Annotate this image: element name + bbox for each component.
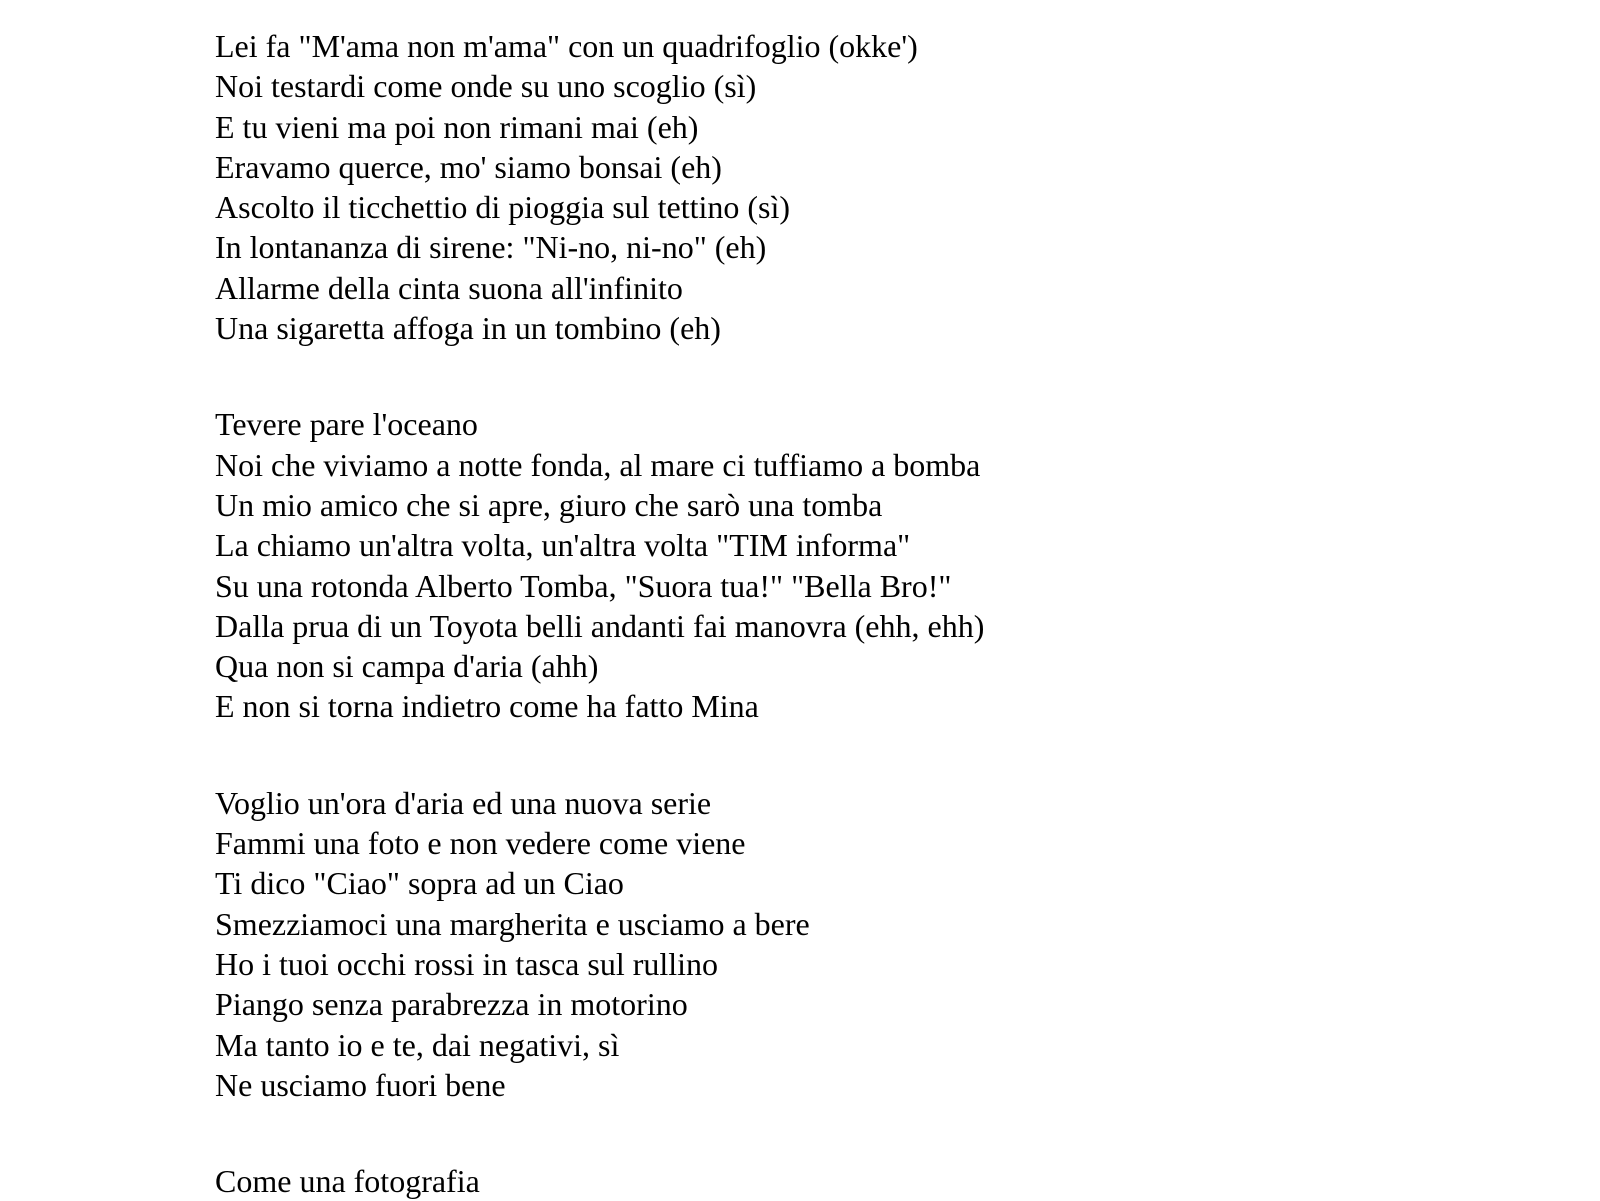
stanza-2 — [215, 404, 984, 726]
lyric-line: Come una fotografia — [215, 1163, 480, 1200]
lyric-line: Ne usciamo fuori bene — [215, 1066, 506, 1103]
stanza-3 — [215, 783, 984, 1105]
lyric-line: Qua non si campa d'aria (ahh) — [215, 648, 599, 685]
stanza-4 — [215, 1161, 984, 1201]
lyric-line: Ascolto il ticchettio di pioggia sul tettino (sì) — [215, 189, 791, 226]
lyric-line: Dalla prua di un Toyota belli andanti fai manovra (ehh, ehh) — [215, 607, 985, 644]
lyric-line: Un mio amico che si apre, giuro che sarò una tomba — [215, 486, 883, 523]
lyric-line: E tu vieni ma poi non rimani mai (eh) — [215, 108, 699, 145]
lyric-line: Voglio un'ora d'aria ed una nuova serie — [215, 784, 712, 821]
lyric-line: Noi testardi come onde su uno scoglio (sì) — [215, 68, 757, 105]
lyric-line: Ho i tuoi occhi rossi in tasca sul rullino — [215, 945, 719, 982]
lyrics-text — [215, 26, 984, 1201]
lyric-line: Eravamo querce, mo' siamo bonsai (eh) — [215, 148, 722, 185]
lyric-line: Allarme della cinta suona all'infinito — [215, 269, 683, 306]
lyric-line: Fammi una foto e non vedere come viene — [215, 825, 746, 862]
lyric-line: E non si torna indietro come ha fatto Mina — [215, 688, 759, 725]
lyric-line: Lei fa "M'ama non m'ama" con un quadrifoglio (okke') — [215, 28, 918, 64]
lyric-line: In lontananza di sirene: "Ni-no, ni-no" (eh) — [215, 229, 767, 266]
lyric-line: La chiamo un'altra volta, un'altra volta "TIM informa" — [215, 527, 911, 564]
lyric-line: Smezziamoci una margherita e usciamo a bere — [215, 905, 810, 942]
lyric-line: Su una rotonda Alberto Tomba, "Suora tua!" "Bella Bro!" — [215, 567, 952, 604]
lyric-line: Una sigaretta affoga in un tombino (eh) — [215, 310, 721, 347]
lyric-line: Ma tanto io e te, dai negativi, sì — [215, 1026, 620, 1063]
lyric-line: Ti dico "Ciao" sopra ad un Ciao — [215, 865, 624, 902]
lyric-line: Tevere pare l'oceano — [215, 406, 478, 443]
lyric-line: Noi che viviamo a notte fonda, al mare ci tuffiamo a bomba — [215, 446, 981, 483]
stanza-1 — [215, 26, 984, 348]
lyric-line: Piango senza parabrezza in motorino — [215, 986, 688, 1023]
